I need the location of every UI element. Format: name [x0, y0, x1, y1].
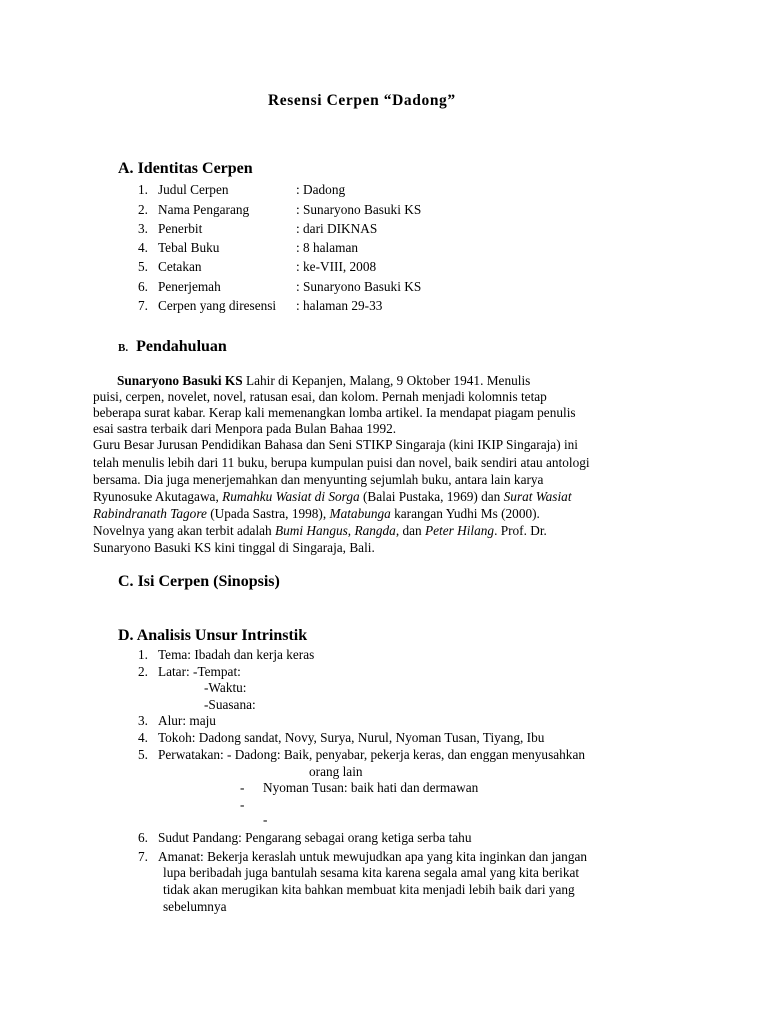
paragraph-line: Novelnya yang akan terbit adalah Bumi Hangus, Rangda, dan Peter Hilang. Prof. Dr. [93, 523, 547, 538]
identity-value: : halaman 29-33 [296, 298, 383, 313]
identity-item: 2. Nama Pengarang : Sunaryono Basuki KS [138, 202, 422, 217]
identity-value: : dari DIKNAS [296, 221, 378, 236]
section-b-title: Pendahuluan [136, 338, 227, 355]
identity-item: 3. Penerbit : dari DIKNAS [138, 221, 378, 236]
dash-marker: - [240, 797, 245, 812]
paragraph-line: Rabindranath Tagore (Upada Sastra, 1998), Matabunga karangan Yudhi Ms (2000). [93, 506, 540, 521]
paragraph-line: esai sastra terbaik dari Menpora pada Bulan Bahaa 1992. [93, 421, 397, 436]
section-a-title: Identitas Cerpen [137, 160, 253, 177]
section-d-title: Analisis Unsur Intrinstik [136, 627, 308, 644]
section-c-heading [118, 573, 280, 591]
dash-marker: - [240, 780, 245, 795]
section-b-letter: B. [118, 342, 129, 354]
identity-label: Nama Pengarang [157, 202, 250, 217]
paragraph-line: puisi, cerpen, novelet, novel, ratusan esai, dan kolom. Pernah menjadi kolomnis tetap [93, 389, 547, 404]
paragraph-line: Guru Besar Jurusan Pendidikan Bahasa dan Seni STIKP Singaraja (kini IKIP Singaraja) ini [93, 437, 578, 452]
list-item: 1. Tema: Ibadah dan kerja keras [138, 647, 315, 662]
identity-item: 5. Cetakan : ke-VIII, 2008 [138, 259, 377, 274]
list-continuation: sebelumnya [163, 899, 227, 914]
paragraph-line: telah menulis lebih dari 11 buku, berupa kumpulan puisi dan novel, baik sendiri atau antologi [93, 455, 590, 470]
list-item: 2. Latar: -Tempat: [138, 664, 241, 679]
section-c-title: Isi Cerpen (Sinopsis) [137, 573, 280, 590]
list-item: 7. Amanat: Bekerja keraslah untuk mewujudkan apa yang kita inginkan dan jangan [138, 849, 588, 864]
list-item: 6. Sudut Pandang: Pengarang sebagai orang ketiga serba tahu [138, 830, 472, 845]
section-c-letter: C. [118, 573, 134, 590]
list-continuation: orang lain [309, 764, 363, 779]
identity-label: Penerbit [157, 221, 203, 236]
list-item: 4. Tokoh: Dadong sandat, Novy, Surya, Nurul, Nyoman Tusan, Tiyang, Ibu [138, 730, 545, 745]
list-subitem: -Suasana: [204, 697, 256, 712]
identity-item: 6. Penerjemah : Sunaryono Basuki KS [138, 279, 422, 294]
paragraph-line: beberapa surat kabar. Kerap kali memenangkan lomba artikel. Ia mendapat piagam penulis [93, 405, 576, 420]
identity-value: : ke-VIII, 2008 [296, 259, 377, 274]
paragraph-line: Sunaryono Basuki KS kini tinggal di Singaraja, Bali. [93, 540, 375, 555]
identity-item: 7. Cerpen yang diresensi : halaman 29-33 [138, 298, 383, 313]
section-d-heading [118, 627, 307, 645]
section-d-letter: D. [118, 627, 134, 644]
identity-label: Cetakan [157, 259, 202, 274]
paragraph-line: Ryunosuke Akutagawa, Rumahku Wasiat di Sorga (Balai Pustaka, 1969) dan Surat Wasiat [93, 489, 572, 504]
author-name: Sunaryono Basuki KS [117, 373, 243, 388]
list-subitem: -Waktu: [204, 680, 247, 695]
identity-value: : Sunaryono Basuki KS [296, 279, 422, 294]
list-item: 3. Alur: maju [138, 713, 216, 728]
list-subitem: Nyoman Tusan: baik hati dan dermawan [263, 780, 479, 795]
section-a-heading [118, 160, 253, 178]
identity-item: 1. Judul Cerpen : Dadong [138, 182, 346, 197]
paragraph-line: bersama. Dia juga menerjemahkan dan menyunting sejumlah buku, antara lain karya [93, 472, 544, 487]
identity-label: Judul Cerpen [157, 182, 229, 197]
document-title: Resensi Cerpen “Dadong” [268, 92, 456, 109]
identity-value: : Dadong [296, 182, 346, 197]
identity-label: Penerjemah [157, 279, 221, 294]
list-continuation: tidak akan merugikan kita bahkan membuat kita menjadi lebih baik dari yang [163, 882, 575, 897]
paragraph-line: Sunaryono Basuki KS Lahir di Kepanjen, Malang, 9 Oktober 1941. Menulis [117, 373, 531, 388]
dash-marker: - [263, 812, 268, 827]
identity-label: Cerpen yang diresensi [157, 298, 277, 313]
identity-value: : Sunaryono Basuki KS [296, 202, 422, 217]
identity-label: Tebal Buku [157, 240, 220, 255]
section-b-heading [118, 338, 227, 356]
list-continuation: lupa beribadah juga bantulah sesama kita karena segala amal yang kita berikat [163, 865, 580, 880]
section-a-letter: A. [118, 160, 134, 177]
list-item: 5. Perwatakan: - Dadong: Baik, penyabar, pekerja keras, dan enggan menyusahkan [138, 747, 585, 762]
identity-value: : 8 halaman [296, 240, 359, 255]
identity-item: 4. Tebal Buku : 8 halaman [138, 240, 359, 255]
